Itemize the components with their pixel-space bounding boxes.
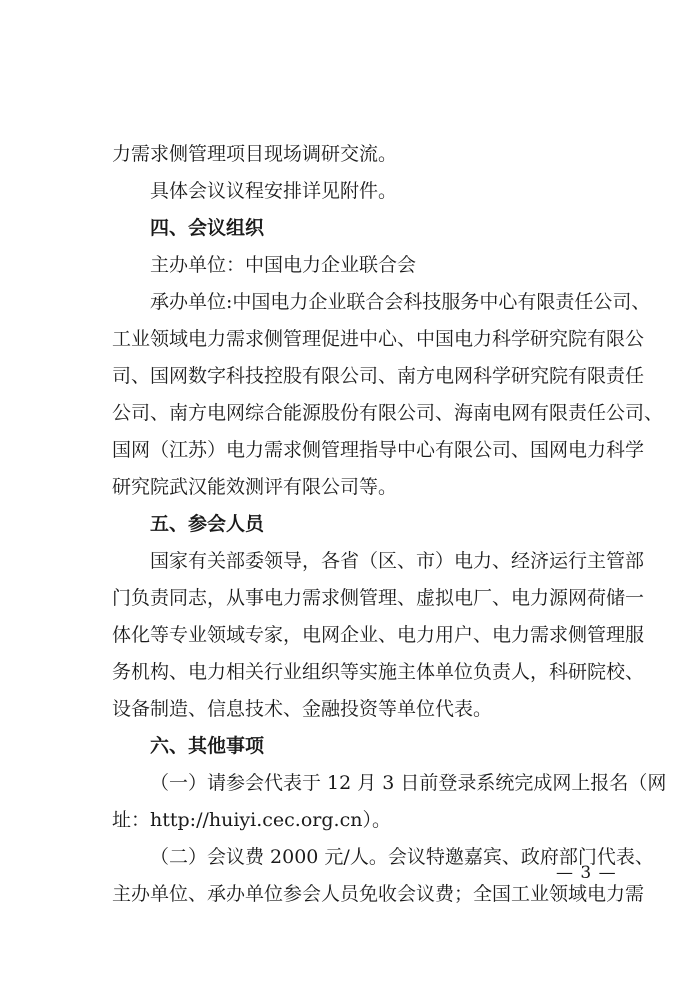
section-heading-attendees: 五、参会人员 xyxy=(150,513,265,535)
paragraph-line: 公司、南方电网综合能源股份有限公司、海南电网有限责任公司、 xyxy=(112,402,664,424)
paragraph-line: （二）会议费 2000 元/人。会议特邀嘉宾、政府部门代表、 xyxy=(150,846,654,868)
paragraph-line: 承办单位:中国电力企业联合会科技服务中心有限责任公司、 xyxy=(150,291,651,313)
page-number: — 3 — xyxy=(556,863,617,883)
paragraph-line: 体化等专业领域专家，电网企业、电力用户、电力需求侧管理服 xyxy=(112,624,645,646)
paragraph-line-url: 址：http://huiyi.cec.org.cn）。 xyxy=(112,809,391,831)
paragraph-line: 力需求侧管理项目现场调研交流。 xyxy=(112,143,398,165)
paragraph-line: 工业领域电力需求侧管理促进中心、中国电力科学研究院有限公 xyxy=(112,328,645,350)
paragraph-line: 主办单位、承办单位参会人员免收会议费；全国工业领域电力需 xyxy=(112,883,645,905)
paragraph-line: 研究院武汉能效测评有限公司等。 xyxy=(112,476,398,498)
document-body xyxy=(112,136,667,913)
paragraph-line: 国家有关部委领导，各省（区、市）电力、经济运行主管部 xyxy=(150,550,645,572)
paragraph-line: 务机构、电力相关行业组织等实施主体单位负责人，科研院校、 xyxy=(112,661,645,683)
section-heading-organization: 四、会议组织 xyxy=(150,217,265,239)
paragraph-line: 具体会议议程安排详见附件。 xyxy=(150,180,398,202)
paragraph-line: 主办单位：中国电力企业联合会 xyxy=(150,254,417,276)
paragraph-line: （一）请参会代表于 12 月 3 日前登录系统完成网上报名（网 xyxy=(150,772,667,794)
paragraph-line: 司、国网数字科技控股有限公司、南方电网科学研究院有限责任 xyxy=(112,365,645,387)
paragraph-line: 门负责同志，从事电力需求侧管理、虚拟电厂、电力源网荷储一 xyxy=(112,587,645,609)
paragraph-line: 国网（江苏）电力需求侧管理指导中心有限公司、国网电力科学 xyxy=(112,439,645,461)
paragraph-line: 设备制造、信息技术、金融投资等单位代表。 xyxy=(112,698,493,720)
section-heading-other-matters: 六、其他事项 xyxy=(150,735,265,757)
